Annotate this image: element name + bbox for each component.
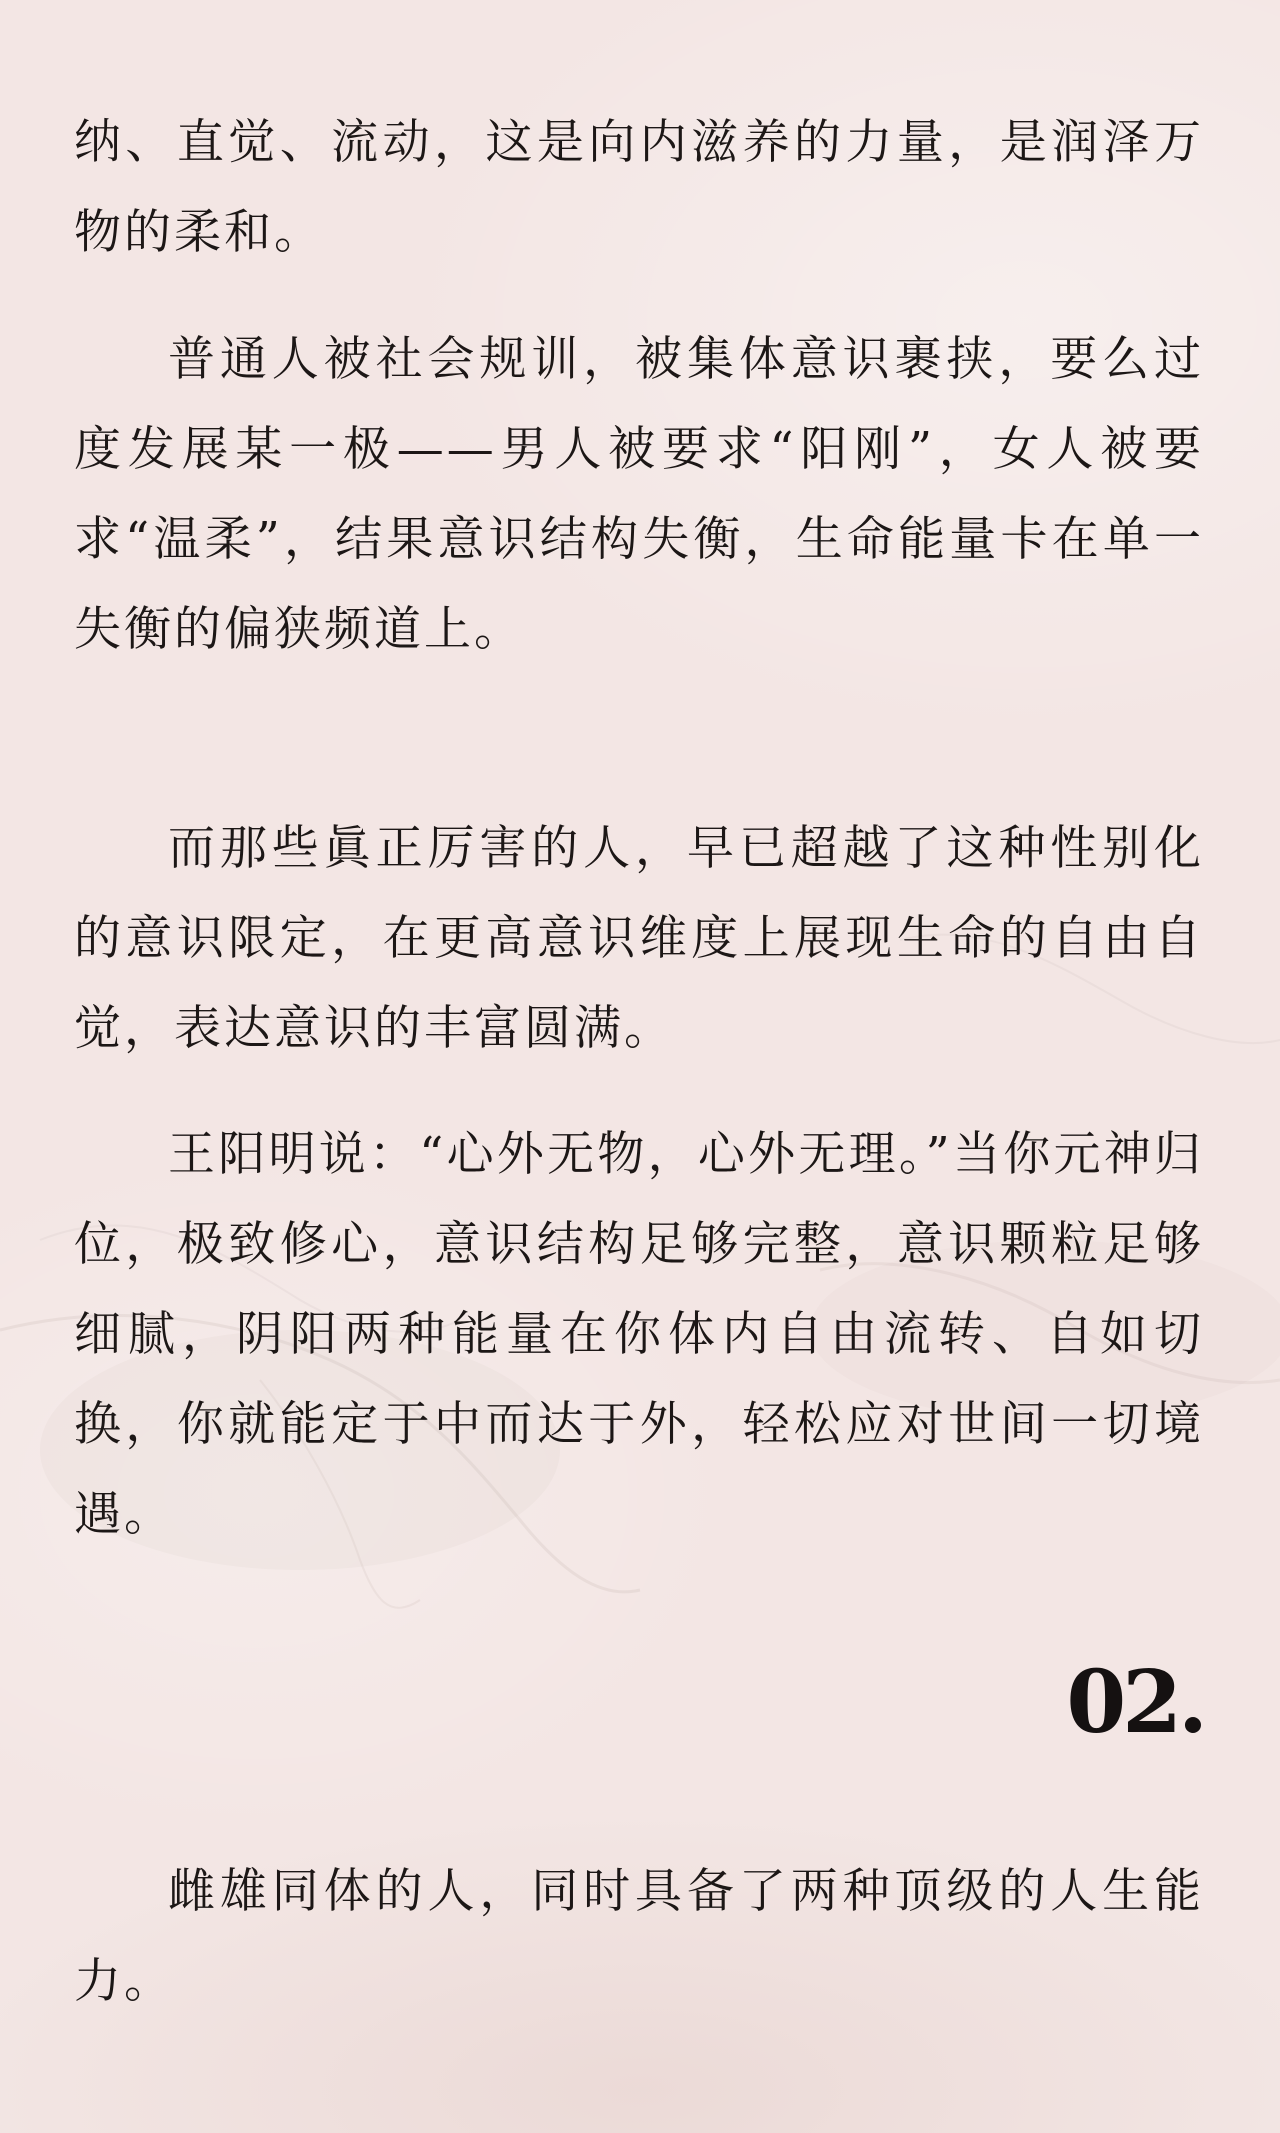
paragraph-1: 纳、直觉、流动，这是向内滋养的力量，是润泽万物的柔和。 bbox=[74, 115, 1204, 260]
section-intro-paragraph: 雌雄同体的人，同时具备了两种顶级的人生能力。 bbox=[74, 1864, 1204, 2009]
section-number: 02. bbox=[1066, 1652, 1204, 1753]
paragraph-3: 而那些眞正厉害的人，早已超越了这种性别化的意识限定，在更高意识维度上展现生命的自由自觉，表达意识的丰富圆满。 bbox=[74, 821, 1204, 1056]
paragraph-4: 王阳明说：“心外无物，心外无理。”当你元神归位，极致修心，意识结构足够完整，意识颗粒足够细腻，阴阳两种能量在你体内自由流转、自如切换，你就能定于中而达于外，轻松应对世间一切境遇。 bbox=[74, 1127, 1204, 1542]
paragraph-2: 普通人被社会规训，被集体意识裹挟，要么过度发展某一极——男人被要求“阳刚”，女人被要求“温柔”，结果意识结构失衡，生命能量卡在单一失衡的偏狭频道上。 bbox=[74, 332, 1204, 657]
